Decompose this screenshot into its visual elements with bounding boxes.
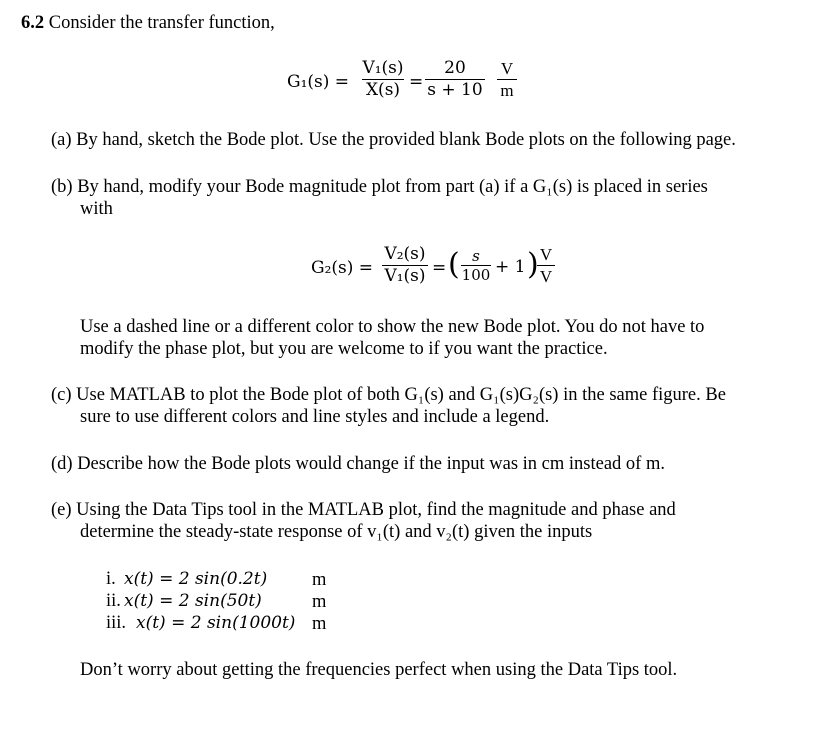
item-expression: x(t) = 2 sin(50t) <box>124 591 262 611</box>
g2-frac1-numerator: V₂(s) <box>384 244 426 264</box>
g1-frac1-numerator: V₁(s) <box>362 58 404 78</box>
g2-inner-numerator: s <box>472 247 480 265</box>
g1-frac1-denominator: X(s) <box>365 80 401 100</box>
part-e-note: Don’t worry about getting the frequencies perfect when using the Data Tips tool. <box>80 660 678 680</box>
g2-lhs: G₂(s) = <box>311 258 374 278</box>
g2-equals: = <box>432 258 447 278</box>
problem-intro: Consider the transfer function, <box>44 13 275 33</box>
item-expression: x(t) = 2 sin(0.2t) <box>124 569 268 589</box>
item-label: iii. <box>106 613 127 633</box>
part-e-line2: determine the steady-state response of v₁(t) and v₂(t) given the inputs <box>80 522 593 542</box>
g2-frac1-denominator: V₁(s) <box>384 266 426 286</box>
g1-unit-numerator: V <box>500 59 514 78</box>
g1-fraction-20-s10 <box>425 58 485 101</box>
problem-heading <box>21 12 275 34</box>
g1-fraction-v1-x <box>362 58 404 101</box>
part-e-line1: (e) Using the Data Tips tool in the MATLAB plot, find the magnitude and phase and <box>51 500 676 520</box>
part-d-text: (d) Describe how the Bode plots would change if the input was in cm instead of m. <box>51 454 665 474</box>
part-b-after-line1: Use a dashed line or a different color to show the new Bode plot. You do not have to <box>80 317 705 337</box>
g2-plus-one: + 1 <box>495 257 526 277</box>
problem-number: 6.2 <box>21 13 45 33</box>
part-c-line2: sure to use different colors and line styles and include a legend. <box>80 407 550 427</box>
g1-unit-denominator: m <box>500 81 514 100</box>
g2-fraction-v2-v1 <box>382 244 428 287</box>
part-c-line1: (c) Use MATLAB to plot the Bode plot of both G₁(s) and G₁(s)G₂(s) in the same figure. Be <box>51 385 726 405</box>
g1-units <box>497 58 517 101</box>
g2-units <box>537 244 555 287</box>
g1-frac2-numerator: 20 <box>444 58 466 78</box>
g1-equals: = <box>409 72 424 92</box>
g2-inner-denominator: 100 <box>461 266 491 284</box>
g1-frac2-denominator: s + 10 <box>427 80 483 100</box>
item-unit: m <box>312 570 327 590</box>
g1-lhs: G₁(s) = <box>287 72 350 92</box>
item-unit: m <box>312 614 327 634</box>
item-label: i. <box>106 569 116 589</box>
part-b-line1: (b) By hand, modify your Bode magnitude plot from part (a) if a G₁(s) is placed in series <box>51 177 708 197</box>
g2-left-paren: ( <box>448 247 460 282</box>
part-b-line2: with <box>80 199 113 219</box>
g2-right-paren: ) <box>527 247 539 282</box>
item-label: ii. <box>106 591 121 611</box>
part-a-text: (a) By hand, sketch the Bode plot. Use the provided blank Bode plots on the following page. <box>51 130 736 150</box>
g2-fraction-s-100 <box>461 247 491 284</box>
item-expression: x(t) = 2 sin(1000t) <box>136 613 296 633</box>
part-b-after-line2: modify the phase plot, but you are welcome to if you want the practice. <box>80 339 608 359</box>
g2-unit-denominator: V <box>539 267 553 286</box>
item-unit: m <box>312 592 327 612</box>
g2-unit-numerator: V <box>539 245 553 264</box>
